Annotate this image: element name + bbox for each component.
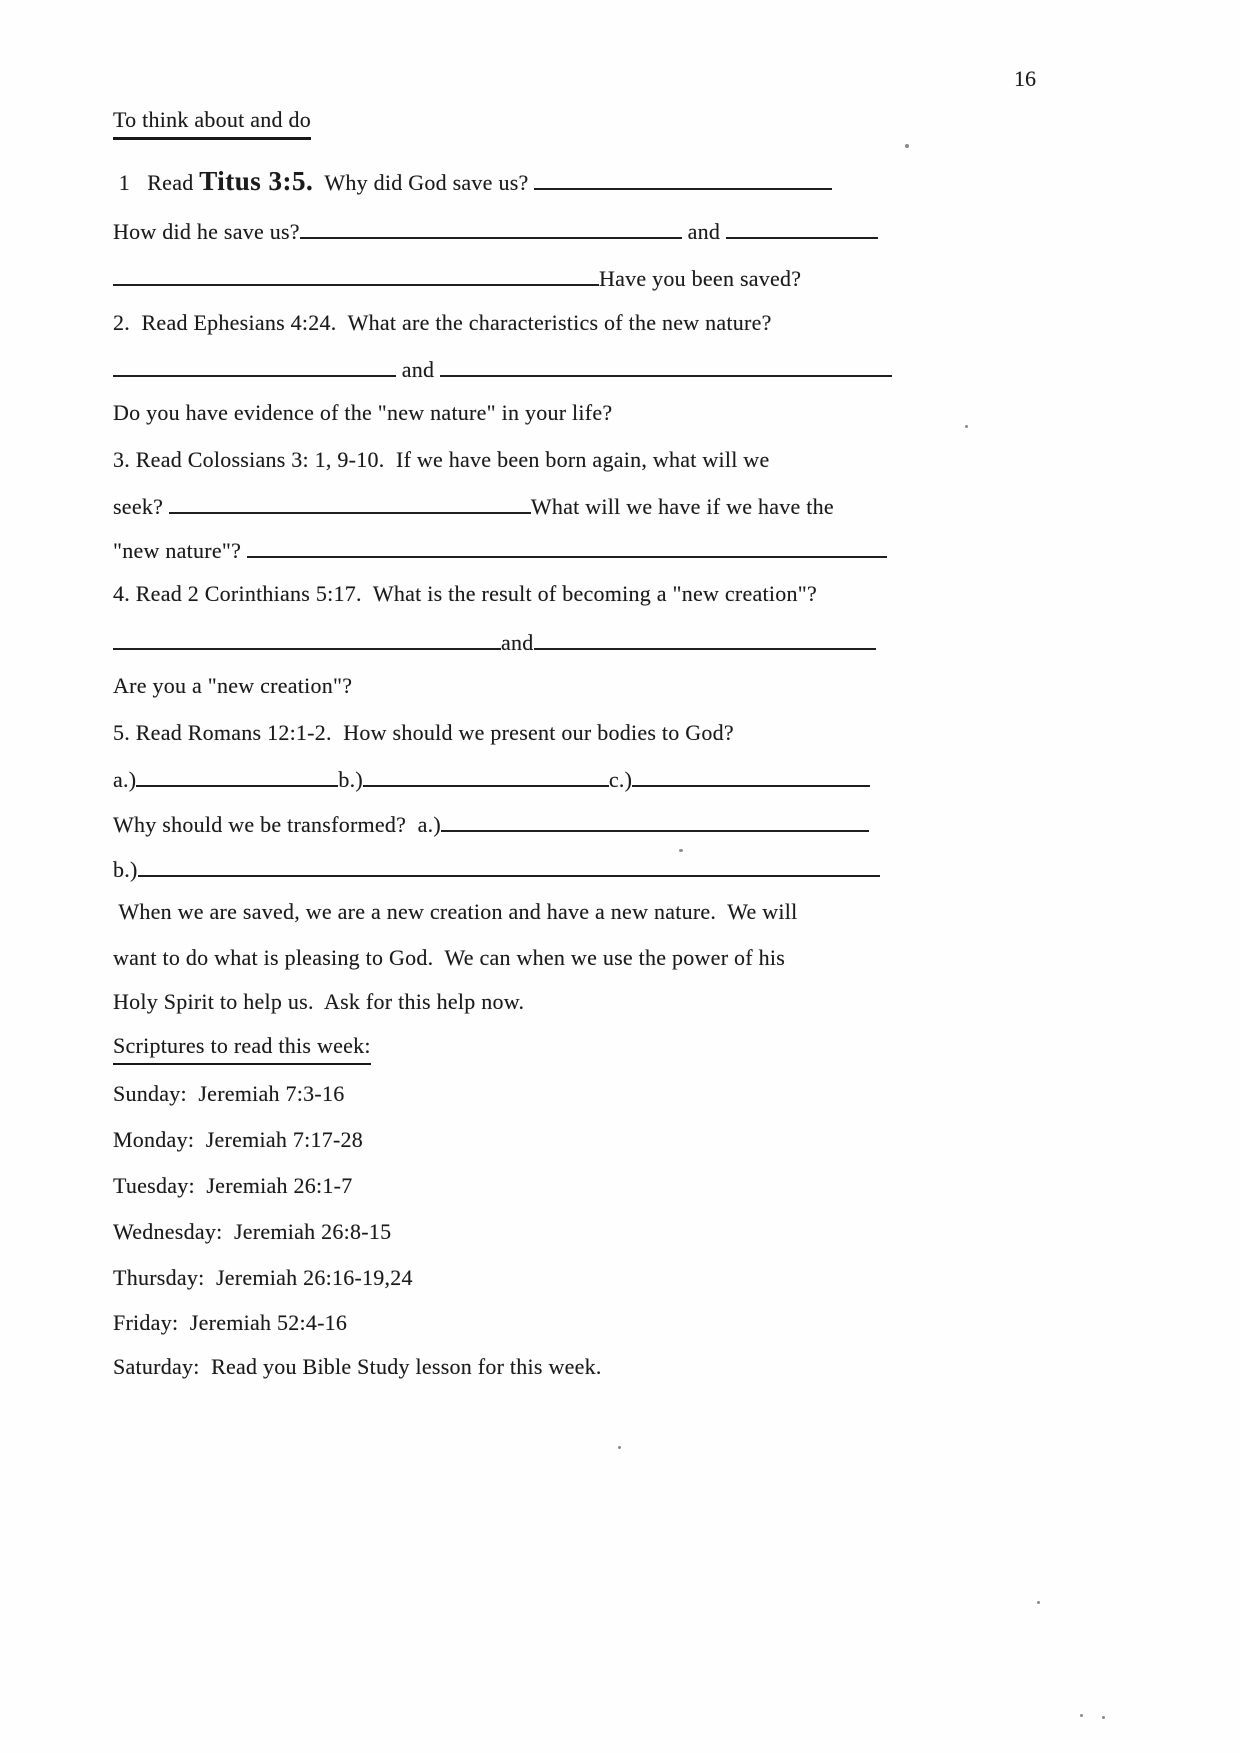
schedule-item-sunday [113, 1079, 344, 1109]
q4-line-3 [113, 671, 352, 701]
q1-line-3 [113, 262, 801, 294]
q3-new-nature-label: "new nature"? [113, 538, 247, 563]
fill-in-blank [534, 626, 876, 650]
q4-line-1 [113, 579, 817, 609]
q5-a-label: a.) [113, 767, 137, 792]
closing-text-1: When we are saved, we are a new creation and have a new nature. We will [113, 899, 798, 924]
q1-line-1 [113, 166, 832, 198]
schedule-heading-line [113, 1031, 371, 1065]
q5-line-3 [113, 808, 869, 840]
schedule-text: Friday: Jeremiah 52:4-16 [113, 1310, 348, 1335]
closing-text-2: want to do what is pleasing to God. We can when we use the power of his [113, 945, 786, 970]
scan-speck [1080, 1714, 1083, 1717]
q4-and: and [501, 630, 534, 655]
q3-line-1 [113, 445, 769, 475]
closing-line-3 [113, 987, 524, 1017]
q1-question-how: How did he save us? [113, 219, 300, 244]
q1-and: and [681, 219, 726, 244]
fill-in-blank [138, 853, 880, 877]
schedule-text: Saturday: Read you Bible Study lesson for this week. [113, 1354, 602, 1379]
schedule-item-thursday [113, 1263, 413, 1293]
q2-question: 2. Read Ephesians 4:24. What are the characteristics of the new nature? [113, 310, 772, 335]
fill-in-blank [300, 215, 682, 239]
q3-line-2 [113, 490, 834, 522]
schedule-heading: Scriptures to read this week: [113, 1031, 371, 1065]
fill-in-blank [726, 215, 878, 239]
q4-are-you-question: Are you a "new creation"? [113, 673, 353, 698]
q5-c-label: c.) [608, 767, 633, 792]
closing-line-2 [113, 943, 785, 973]
scan-speck [618, 1446, 621, 1449]
fill-in-blank [440, 353, 892, 377]
scan-speck [965, 425, 968, 428]
q1-scripture-ref: Titus 3:5. [199, 166, 314, 196]
schedule-text: Tuesday: Jeremiah 26:1-7 [113, 1173, 353, 1198]
q3-seek-label: seek? [113, 494, 169, 519]
schedule-item-friday [113, 1308, 347, 1338]
q5-line-2 [113, 763, 870, 795]
closing-line-1 [113, 897, 798, 927]
q2-line-3 [113, 398, 612, 428]
fill-in-blank [136, 763, 338, 787]
page-number: 16 [1014, 66, 1036, 91]
q2-line-2 [113, 353, 892, 385]
q5-why-transformed: Why should we be transformed? a.) [113, 812, 442, 837]
q5-line-1 [113, 718, 734, 748]
fill-in-blank [113, 262, 599, 286]
q2-line-1 [113, 308, 772, 338]
fill-in-blank [441, 808, 869, 832]
scan-speck [1037, 1601, 1040, 1604]
fill-in-blank [113, 353, 396, 377]
fill-in-blank [247, 534, 887, 558]
q3-line-3 [113, 534, 887, 566]
schedule-text: Monday: Jeremiah 7:17-28 [113, 1127, 364, 1152]
q4-question: 4. Read 2 Corinthians 5:17. What is the result of becoming a "new creation"? [113, 581, 817, 606]
schedule-text: Sunday: Jeremiah 7:3-16 [113, 1081, 345, 1106]
scan-speck [1102, 1716, 1105, 1719]
q5-b-label: b.) [338, 767, 363, 792]
schedule-item-monday [113, 1125, 363, 1155]
fill-in-blank [363, 763, 609, 787]
fill-in-blank [632, 763, 870, 787]
fill-in-blank [113, 626, 501, 650]
schedule-text: Wednesday: Jeremiah 26:8-15 [113, 1219, 392, 1244]
q3-what-will: What will we have if we have the [530, 494, 834, 519]
q1-line-2 [113, 215, 878, 247]
schedule-item-wednesday [113, 1217, 391, 1247]
schedule-item-tuesday [113, 1171, 352, 1201]
q1-question-why: Why did God save us? [313, 170, 535, 195]
section-heading: To think about and do [113, 105, 311, 140]
fill-in-blank [534, 166, 832, 190]
q2-evidence-question: Do you have evidence of the "new nature" in your life? [113, 400, 613, 425]
scan-speck [679, 849, 683, 852]
schedule-item-saturday [113, 1352, 602, 1382]
q1-question-saved: Have you been saved? [599, 266, 802, 291]
q5-line-4 [113, 853, 880, 885]
q2-and: and [396, 357, 441, 382]
q4-line-2 [113, 626, 876, 658]
q1-number-and-read: 1 Read [113, 170, 200, 195]
q5-b2-label: b.) [113, 857, 138, 882]
fill-in-blank [169, 490, 531, 514]
q5-question: 5. Read Romans 12:1-2. How should we present our bodies to God? [113, 720, 734, 745]
closing-text-3: Holy Spirit to help us. Ask for this help now. [113, 989, 525, 1014]
scan-speck [905, 144, 909, 148]
schedule-text: Thursday: Jeremiah 26:16-19,24 [113, 1265, 413, 1290]
q3-question: 3. Read Colossians 3: 1, 9-10. If we have been born again, what will we [113, 447, 770, 472]
section-heading-line [113, 105, 311, 140]
